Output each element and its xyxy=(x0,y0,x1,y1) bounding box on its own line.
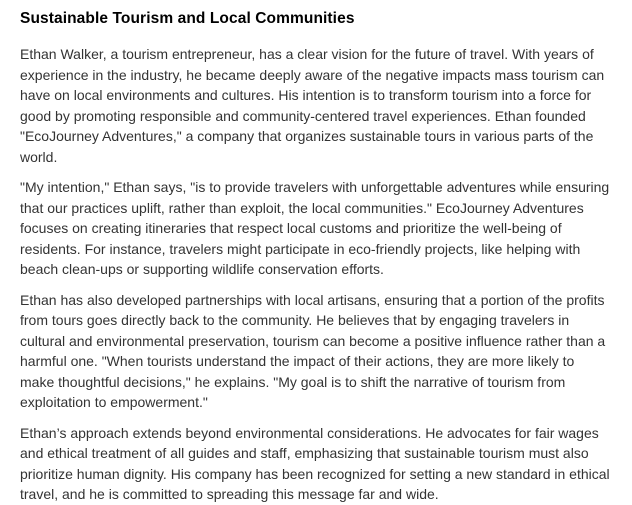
paragraph-partnerships: Ethan has also developed partnerships with local artisans, ensuring that a portion of the profits from tours goes directly back to the community. He believes that by engaging travelers in cultural and environmental preservation, tourism can become a positive influence rather than a harmful one. "When tourists understand the impact of their actions, they are more likely to make thoughtful decisions," he explains. "My goal is to shift the narrative of tourism from exploitation to empowerment." xyxy=(20,291,606,410)
page-title: Sustainable Tourism and Local Communities xyxy=(20,10,355,27)
paragraph-ethics: Ethan’s approach extends beyond environmental considerations. He advocates for fair wages and ethical treatment of all guides and staff, emphasizing that sustainable tourism must also prioritize human dignity. His company has been recognized for setting a new standard in ethical travel, and he is committed to spreading this message far and wide. xyxy=(20,424,610,502)
paragraph-intro: Ethan Walker, a tourism entrepreneur, has a clear vision for the future of travel. With years of experience in the industry, he became deeply aware of the negative impacts mass tourism can have on local environments and cultures. His intention is to transform tourism into a force for good by promoting responsible and community-centered travel experiences. Ethan founded "EcoJourney Adventures," a company that organizes sustainable tours in various parts of the world. xyxy=(20,46,605,165)
paragraph-quote-intention: "My intention," Ethan says, "is to provide travelers with unforgettable adventures while ensuring that our practices uplift, rather than exploit, the local communities." EcoJourney Adventures focuses on creating itineraries that respect local customs and prioritize the well-being of residents. For instance, travelers might participate in eco-friendly projects, like helping with beach clean-ups or supporting wildlife conservation efforts. xyxy=(20,179,610,277)
